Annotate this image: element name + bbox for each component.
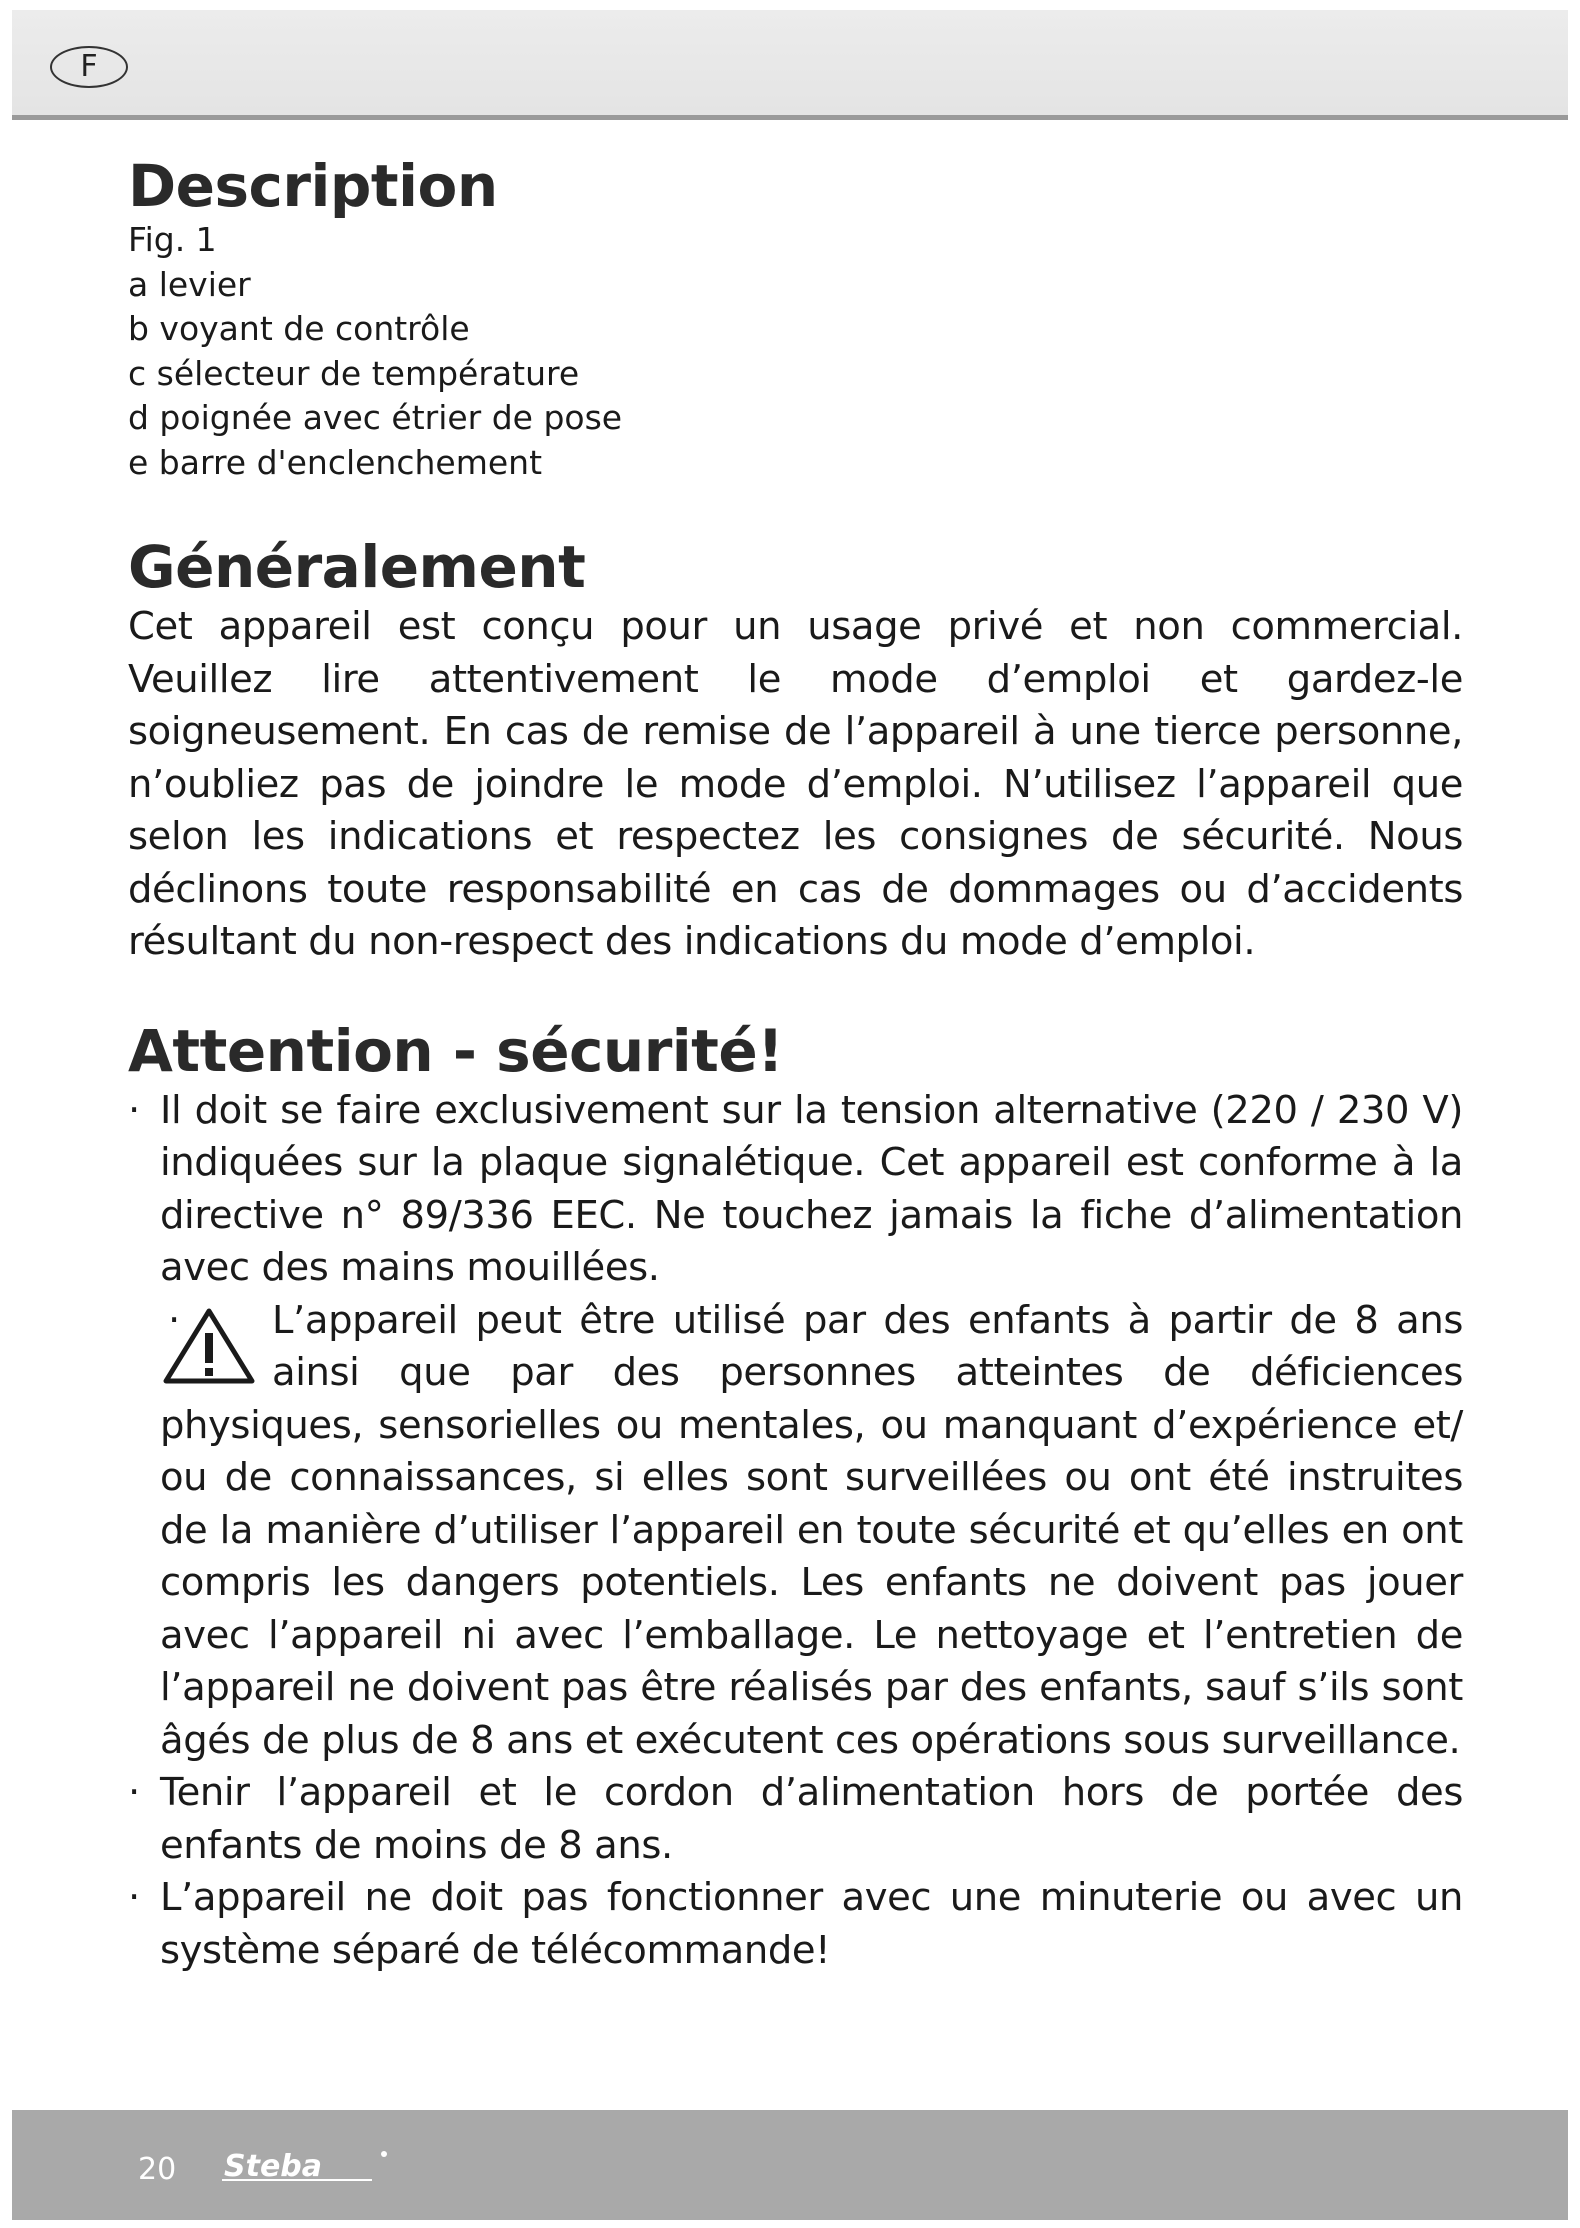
bullet-dot: · <box>128 1770 140 1815</box>
safety-item-text: L’appareil peut être utilisé par des enfants à partir de 8 ans ainsi que par des personnes atteintes de déficiences physiques, sensorielles ou mentales, ou manquant d’expérience et/ ou de connaissances, si elles sont surveillées ou ont été instruites de la manière d’utiliser l’appareil en toute sécurité et qu’elles en ont compris les dangers potentiels. Les enfants ne doivent pas jouer avec l’appareil ni avec l’emballage. Le nettoyage et l’entretien de l’appareil ne doivent pas être réalisés par des enfants, sauf s’ils sont âgés de plus de 8 ans et exécutent ces opérations sous surveillance. <box>160 1297 1463 1763</box>
parts-list-item: a levier <box>128 264 251 304</box>
parts-list-item: b voyant de contrôle <box>128 309 470 348</box>
heading-attention: Attention - sécurité! <box>128 1016 784 1085</box>
section-description <box>128 150 1463 485</box>
safety-list <box>128 1085 1463 1978</box>
safety-item-warning <box>128 1295 1463 1768</box>
parts-list-item: c sélecteur de température <box>128 353 580 393</box>
page-content <box>128 150 1463 1977</box>
language-badge: F <box>50 46 128 88</box>
parts-list-item: e barre d'enclenchement <box>128 442 543 482</box>
section-attention <box>128 1015 1463 1978</box>
bullet-dot: · <box>168 1297 180 1343</box>
heading-generalement: Généralement <box>128 533 586 601</box>
safety-item <box>128 1872 1463 1977</box>
parts-list <box>128 218 1463 485</box>
generalement-paragraph: Cet appareil est conçu pour un usage privé et non commercial. Veuillez lire attentivement le mode d’emploi et gardez-le soigneusement. En cas de remise de l’appareil à une tierce personne, n’oubliez pas de joindre le mode d’emploi. N’utilisez l’appareil que selon les indications et respectez les consignes de sécurité. Nous déclinons toute responsabilité en cas de dommages ou d’accidents résultant du non-respect des indications du mode d’emploi. <box>128 604 1463 964</box>
footer-band <box>12 2110 1568 2220</box>
bullet-dot: · <box>128 1087 140 1133</box>
safety-item-text: L’appareil ne doit pas fonctionner avec une minuterie ou avec un système séparé de télécommande! <box>160 1875 1463 1973</box>
safety-item-text: Il doit se faire exclusivement sur la tension alternative (220 / 230 V) indiquées sur la plaque signalétique. Cet appareil est conforme à la directive n° 89/336 EEC. Ne touchez jamais la fiche d’alimentation avec des mains mouillées. <box>160 1087 1463 1290</box>
safety-item <box>128 1767 1463 1872</box>
header-band <box>12 10 1568 120</box>
parts-list-item: Fig. 1 <box>128 220 217 259</box>
safety-item <box>128 1085 1463 1295</box>
heading-description: Description <box>128 152 498 220</box>
page-number: 20 <box>138 2152 177 2187</box>
logo-text: Steba <box>224 2149 323 2184</box>
safety-item-text: Tenir l’appareil et le cordon d’alimentation hors de portée des enfants de moins de 8 ans. <box>160 1770 1463 1868</box>
bullet-dot: · <box>128 1875 140 1920</box>
parts-list-item: d poignée avec étrier de pose <box>128 398 623 437</box>
section-generalement <box>128 531 1463 969</box>
steba-logo <box>222 2146 392 2186</box>
